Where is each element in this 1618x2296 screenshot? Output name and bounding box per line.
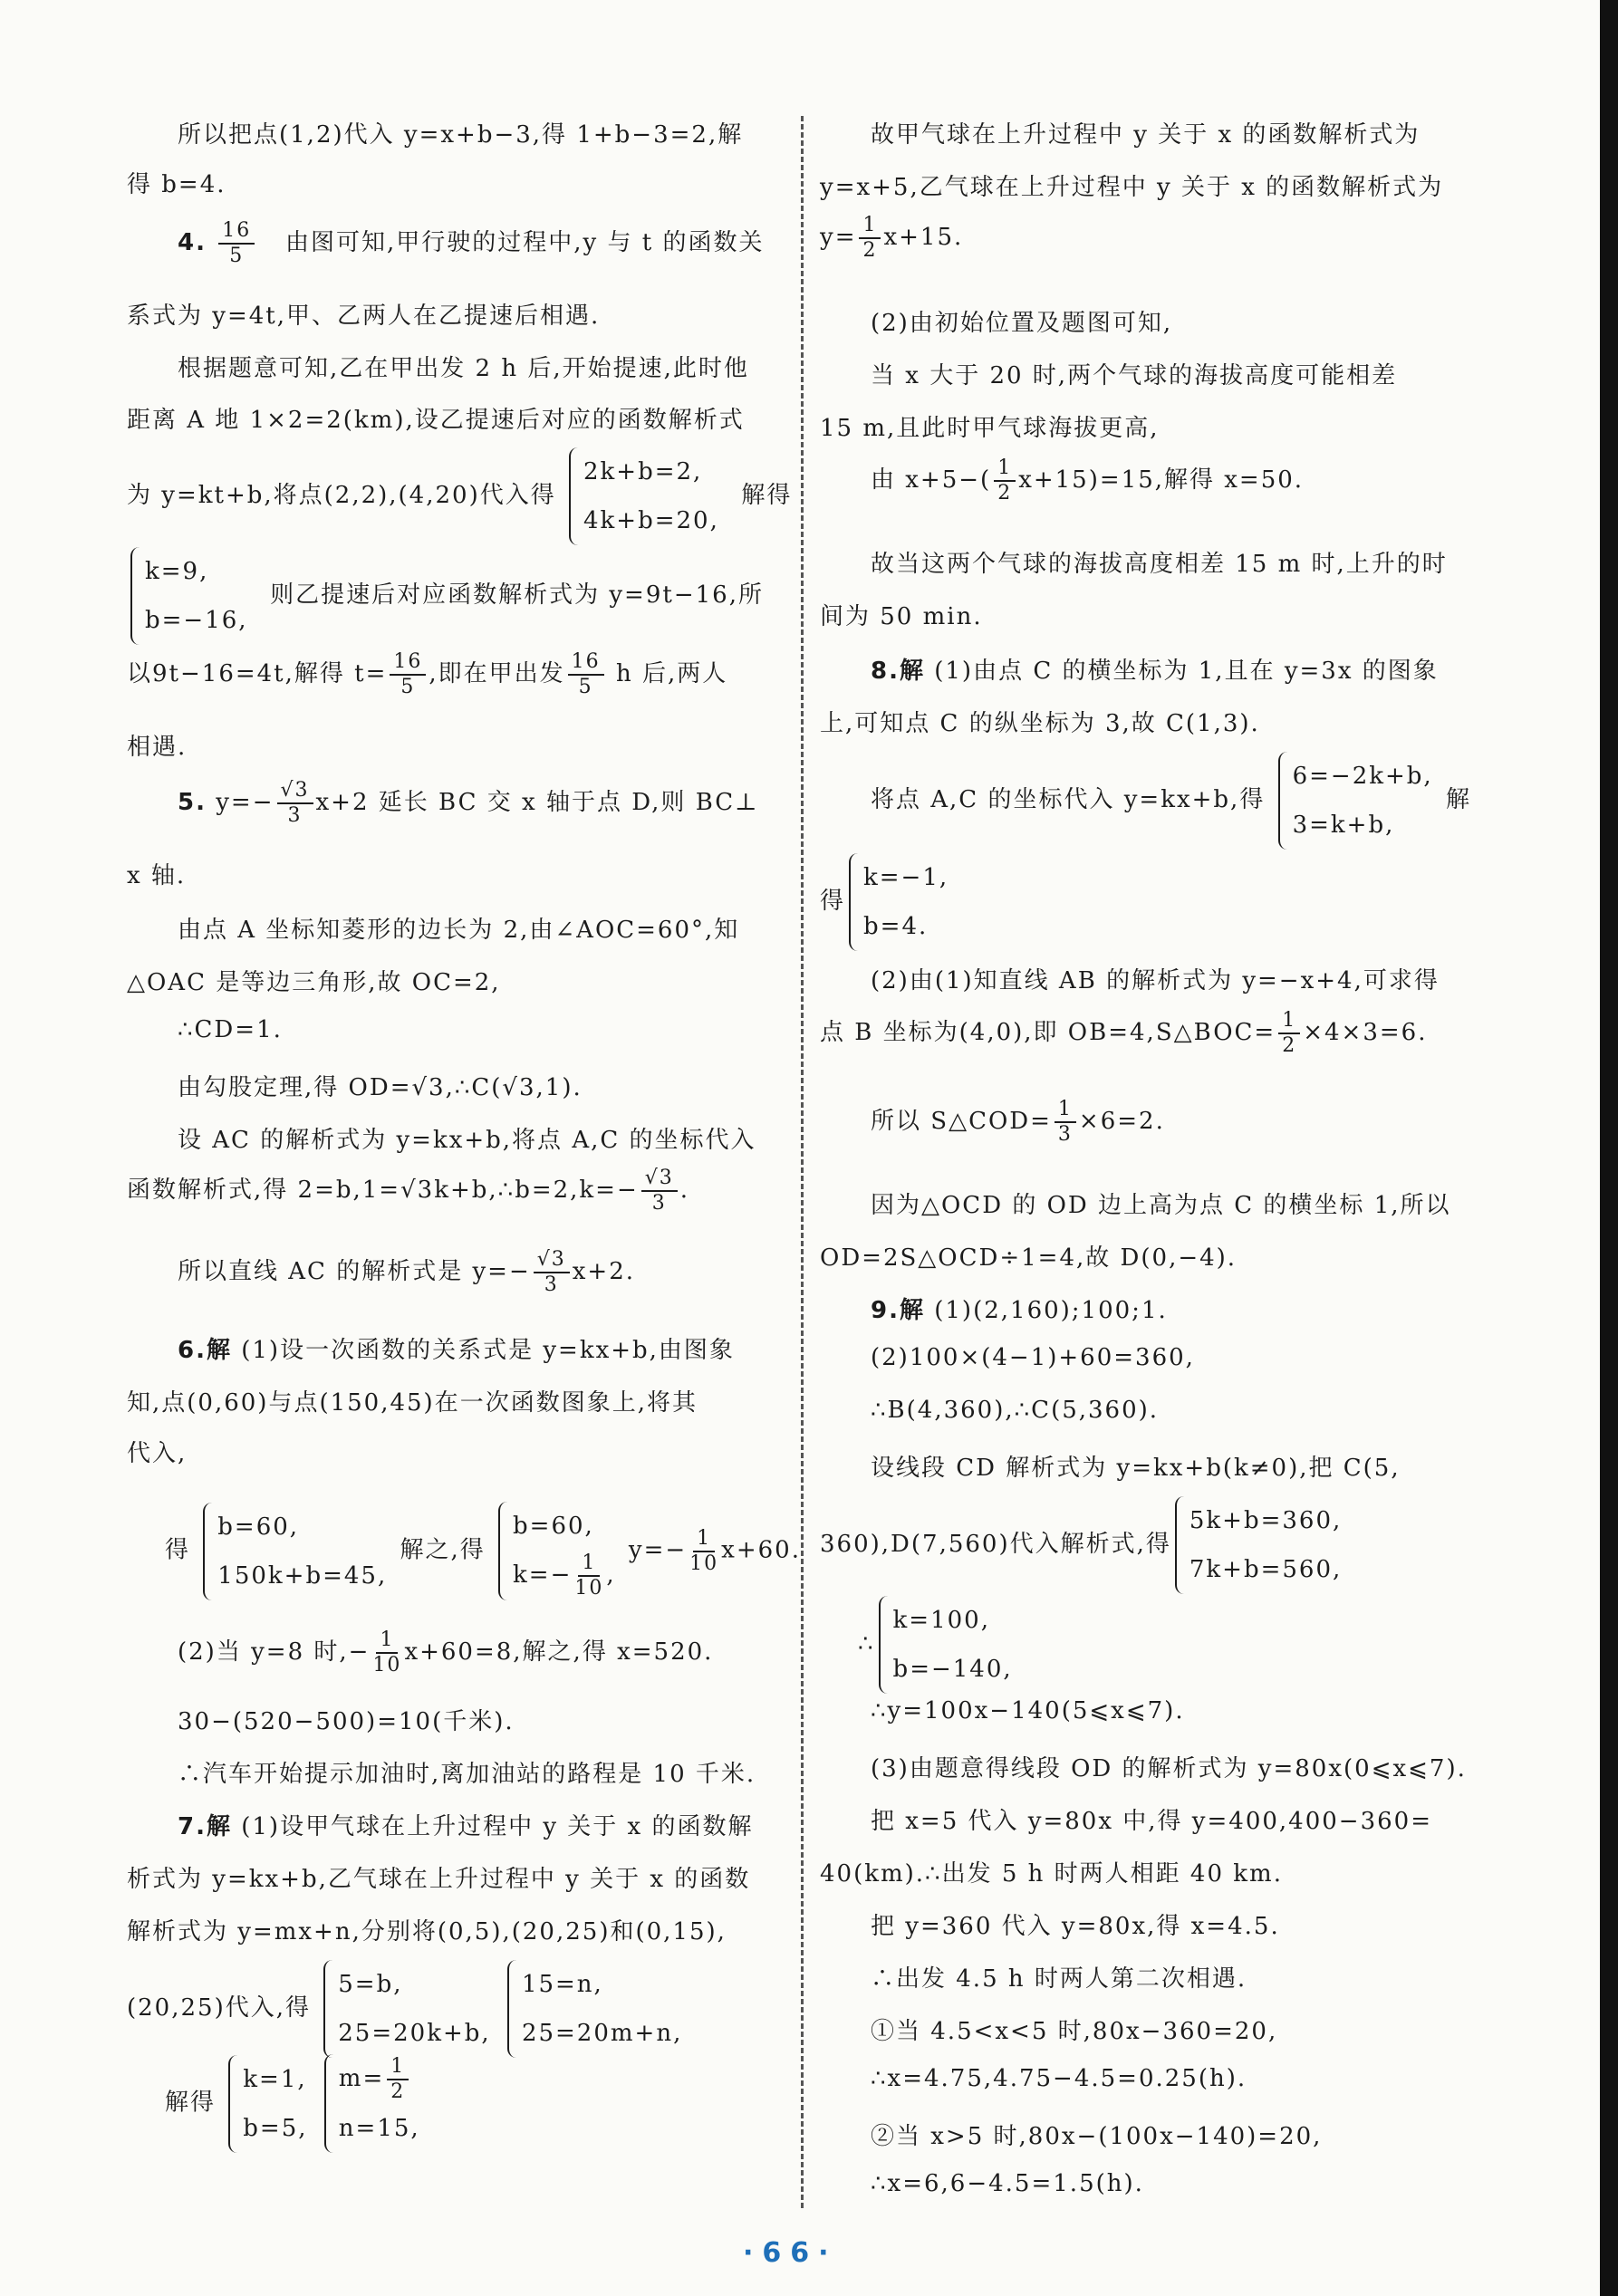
dot: ·	[743, 2237, 763, 2269]
text-line: 把 x=5 代入 y=80x 中,得 y=400,400−360=	[871, 1808, 1432, 1835]
solution-label: 解	[206, 1337, 232, 1364]
fraction	[641, 1167, 678, 1215]
equation-line	[820, 1098, 1486, 1147]
solution-label: 解	[899, 658, 925, 685]
text-line: (2)由初始位置及题图可知,	[871, 310, 1173, 337]
numerator: 16	[390, 650, 426, 676]
text-line: 系式为 y=4t,甲、乙两人在乙提速后相遇.	[127, 303, 601, 330]
numerator: 1	[376, 1628, 398, 1654]
text-line: ∴CD=1.	[178, 1016, 283, 1043]
text: 由 x+5−(	[871, 466, 992, 494]
equation: b=60,	[217, 1513, 300, 1541]
text: x+60=8,解之,得 x=520.	[404, 1638, 714, 1666]
fraction	[390, 650, 426, 699]
item-number: 8.	[871, 658, 900, 685]
text-line: 析式为 y=kx+b,乙气球在上升过程中 y 关于 x 的函数	[127, 1866, 751, 1893]
text-line: 由点 A 坐标知菱形的边长为 2,由∠AOC=60°,知	[178, 917, 740, 944]
text-line: 当 x 大于 20 时,两个气球的海拔高度可能相差	[871, 362, 1398, 389]
text: 将点 A,C 的坐标代入 y=kx+b,得	[871, 786, 1266, 813]
text: (1)由点 C 的横坐标为 1,且在 y=3x 的图象	[934, 658, 1439, 685]
fraction	[689, 1527, 718, 1576]
text: 解之,得	[400, 1536, 486, 1564]
text-line: (2)由(1)知直线 AB 的解析式为 y=−x+4,可求得	[871, 967, 1440, 994]
denominator: 3	[1057, 1123, 1073, 1146]
text: 为 y=kt+b,将点(2,2),(4,20)代入得	[127, 482, 556, 509]
equation-line	[820, 214, 1486, 263]
page-number-value: 66	[762, 2237, 819, 2269]
equation: k=1,	[243, 2065, 307, 2093]
brace	[879, 1596, 890, 1694]
text: y=−	[216, 789, 274, 816]
scan-edge	[1600, 0, 1618, 2296]
text: k=−	[513, 1561, 573, 1589]
column-divider	[801, 116, 804, 2208]
numerator: √3	[641, 1167, 678, 1192]
brace	[323, 1960, 334, 2058]
item-4	[127, 219, 797, 268]
denominator: 2	[1282, 1034, 1297, 1057]
brace	[498, 1502, 509, 1600]
equation: b=5,	[243, 2114, 308, 2142]
equation: k=9,	[145, 558, 209, 585]
item-number: 5.	[178, 789, 207, 816]
equation: 7k+b=560,	[1189, 1556, 1343, 1583]
text: x+2.	[572, 1258, 636, 1285]
equation-system	[879, 1596, 1013, 1694]
item-number: 4.	[178, 229, 207, 256]
text-line: 代入,	[127, 1440, 188, 1467]
text: 得	[165, 1536, 191, 1564]
fraction	[534, 1248, 570, 1297]
text-line: ∴B(4,360),∴C(5,360).	[871, 1397, 1160, 1424]
item-number: 9.	[871, 1297, 900, 1324]
text: ,即在甲出发	[429, 660, 565, 687]
text-line: 把 y=360 代入 y=80x,得 x=4.5.	[871, 1913, 1280, 1940]
equation-line	[127, 2054, 797, 2153]
fraction	[277, 779, 313, 828]
equation	[339, 2054, 420, 2104]
equation	[513, 1551, 616, 1600]
equation-system	[1278, 752, 1433, 850]
numerator: 1	[693, 1527, 715, 1552]
text-line: 距离 A 地 1×2=2(km),设乙提速后对应的函数解析式	[127, 407, 745, 434]
text: (1)(2,160);100;1.	[934, 1297, 1168, 1324]
text-line: 上,可知点 C 的纵坐标为 3,故 C(1,3).	[820, 710, 1260, 737]
text-line: 30−(520−500)=10(千米).	[178, 1708, 515, 1735]
fraction	[1278, 1009, 1300, 1058]
text-line: ∴x=4.75,4.75−4.5=0.25(h).	[871, 2065, 1247, 2092]
equation-line	[127, 1628, 797, 1677]
numerator: 1	[578, 1551, 600, 1577]
equation: 3=k+b,	[1292, 812, 1395, 839]
brace	[849, 853, 860, 951]
numerator: 16	[218, 219, 255, 245]
denominator: 3	[287, 804, 303, 827]
text: 360),D(7,560)代入解析式,得	[820, 1531, 1171, 1558]
equation: 5k+b=360,	[1189, 1507, 1343, 1534]
text-line: 由勾股定理,得 OD=√3,∴C(√3,1).	[178, 1074, 583, 1101]
fraction	[574, 1551, 603, 1600]
text: 由图可知,甲行驶的过程中,y 与 t 的函数关	[285, 229, 765, 256]
denominator: 2	[997, 482, 1013, 504]
text-line: 设线段 CD 解析式为 y=kx+b(k≠0),把 C(5,	[871, 1455, 1401, 1482]
text: h 后,两人	[615, 660, 728, 687]
brace	[203, 1503, 214, 1600]
text-line: x 轴.	[127, 862, 187, 889]
text: ×4×3=6.	[1303, 1019, 1428, 1046]
equation-system	[228, 2055, 307, 2153]
equation-system	[498, 1502, 616, 1600]
text-line: OD=2S△OCD÷1=4,故 D(0,−4).	[820, 1244, 1238, 1272]
numerator: 1	[994, 456, 1016, 482]
text-line: ∴出发 4.5 h 时两人第二次相遇.	[871, 1965, 1247, 1993]
page-number	[743, 2237, 838, 2269]
brace	[507, 1960, 518, 2058]
text-line: 根据题意可知,乙在甲出发 2 h 后,开始提速,此时他	[178, 355, 749, 382]
text: (1)设甲气球在上升过程中 y 关于 x 的函数解	[241, 1813, 754, 1840]
fraction	[994, 456, 1016, 505]
denominator: 2	[862, 239, 878, 262]
text-line: 解析式为 y=mx+n,分别将(0,5),(20,25)和(0,15),	[127, 1918, 727, 1945]
text: ×6=2.	[1078, 1108, 1165, 1135]
denominator: 10	[574, 1577, 604, 1600]
equation: 25=20m+n,	[521, 2020, 683, 2047]
item-number: 7.	[178, 1813, 207, 1840]
text: 解得	[165, 2089, 217, 2117]
text: 函数解析式,得 2=b,1=√3k+b,∴b=2,k=−	[127, 1177, 639, 1204]
text-line: ∴汽车开始提示加油时,离加油站的路程是 10 千米.	[178, 1761, 756, 1788]
denominator: 3	[651, 1192, 667, 1215]
text-line: ②当 x>5 时,80x−(100x−140)=20,	[871, 2123, 1323, 2150]
text-line: 知,点(0,60)与点(150,45)在一次函数图象上,将其	[127, 1389, 698, 1417]
item-9	[820, 1292, 1486, 1325]
equation-system	[324, 2054, 420, 2153]
fraction	[1055, 1098, 1076, 1147]
text-line: 因为△OCD 的 OD 边上高为点 C 的横坐标 1,所以	[871, 1192, 1451, 1219]
equation-line	[820, 1496, 1486, 1594]
item-6	[127, 1331, 797, 1365]
text-line: △OAC 是等边三角形,故 OC=2,	[127, 969, 501, 996]
text-line: 40(km).∴出发 5 h 时两人相距 40 km.	[820, 1860, 1283, 1888]
equation-system	[323, 1960, 490, 2058]
text-line: 故甲气球在上升过程中 y 关于 x 的函数解析式为	[871, 121, 1421, 149]
text: x+15.	[883, 224, 964, 251]
equation-system	[569, 447, 719, 545]
text-line: 间为 50 min.	[820, 603, 983, 630]
equation-system	[507, 1960, 682, 2058]
equation-line	[820, 752, 1486, 850]
numerator: 16	[568, 650, 604, 676]
equation: 150k+b=45,	[217, 1561, 388, 1590]
brace	[1175, 1496, 1186, 1594]
text-line: (3)由题意得线段 OD 的解析式为 y=80x(0⩽x⩽7).	[871, 1755, 1467, 1782]
fraction	[218, 219, 255, 268]
fraction	[387, 2055, 409, 2104]
numerator: 1	[387, 2055, 409, 2080]
item-8	[820, 652, 1486, 686]
equation: b=−16,	[145, 607, 248, 634]
equation: k=−1,	[863, 864, 949, 891]
text: m=	[338, 2065, 385, 2092]
text: y=	[820, 224, 857, 251]
denominator: 5	[229, 245, 245, 267]
text: ∴	[858, 1630, 875, 1657]
text-line: (2)100×(4−1)+60=360,	[871, 1344, 1195, 1371]
text: 所以 S△COD=	[871, 1108, 1052, 1135]
denominator: 5	[400, 676, 416, 698]
text: 点 B 坐标为(4,0),即 OB=4,S△BOC=	[820, 1019, 1276, 1046]
fraction	[859, 214, 881, 263]
numerator: 1	[859, 214, 881, 239]
item-7	[127, 1808, 797, 1841]
text: 得	[820, 888, 846, 915]
solution-label: 解	[206, 1813, 232, 1840]
denominator: 3	[544, 1273, 559, 1296]
equation: k=100,	[892, 1607, 990, 1634]
numerator: √3	[277, 779, 313, 804]
equation-line	[820, 1009, 1486, 1058]
equation-line	[127, 1167, 797, 1215]
equation: 25=20k+b,	[338, 2020, 491, 2047]
denominator: 2	[390, 2080, 406, 2103]
equation: 5=b,	[338, 1971, 403, 1998]
fraction	[568, 650, 604, 699]
text-line: 得 b=4.	[127, 171, 226, 198]
text: ,	[606, 1561, 616, 1589]
text: 以9t−16=4t,解得 t=	[127, 660, 388, 687]
text: 则乙提速后对应函数解析式为 y=9t−16,所	[270, 581, 764, 609]
brace	[228, 2055, 239, 2153]
text: x+15)=15,解得 x=50.	[1018, 466, 1305, 494]
text-line: 故当这两个气球的海拔高度相差 15 m 时,上升的时	[871, 551, 1448, 578]
text: (20,25)代入,得	[127, 1994, 311, 2022]
denominator: 10	[372, 1654, 402, 1676]
text-line: y=x+5,乙气球在上升过程中 y 关于 x 的函数解析式为	[820, 174, 1444, 201]
text: y=−	[628, 1536, 688, 1564]
equation: 15=n,	[521, 1971, 603, 1998]
equation-line	[820, 853, 1486, 951]
fraction	[372, 1628, 401, 1677]
item-number: 6.	[178, 1337, 207, 1364]
text-line: 相遇.	[127, 734, 188, 761]
equation-system	[849, 853, 949, 951]
text: (1)设一次函数的关系式是 y=kx+b,由图象	[241, 1337, 735, 1364]
equation: 4k+b=20,	[583, 507, 719, 534]
equation-system	[1175, 1496, 1342, 1594]
text: x+60.	[721, 1536, 801, 1564]
solution-label: 解	[899, 1297, 925, 1324]
text-line: ∴y=100x−140(5⩽x⩽7).	[871, 1697, 1185, 1724]
equation-line	[820, 1596, 1486, 1694]
text-line: 15 m,且此时甲气球海拔更高,	[820, 415, 1160, 442]
equation-line	[127, 1502, 801, 1600]
equation-line	[820, 456, 1486, 505]
text: 所以直线 AC 的解析式是 y=−	[178, 1258, 531, 1285]
text: .	[679, 1177, 690, 1204]
text-line: ①当 4.5<x<5 时,80x−360=20,	[871, 2018, 1278, 2045]
equation-line	[127, 1248, 797, 1297]
dot: ·	[818, 2237, 838, 2269]
text: 解得	[741, 482, 793, 509]
text-line: 所以把点(1,2)代入 y=x+b−3,得 1+b−3=2,解	[178, 121, 744, 149]
equation: b=4.	[863, 913, 929, 940]
equation-line	[127, 547, 797, 645]
denominator: 10	[689, 1551, 719, 1575]
text: (2)当 y=8 时,−	[178, 1638, 371, 1666]
numerator: 1	[1055, 1098, 1076, 1123]
item-5	[127, 779, 797, 828]
text-line: ∴x=6,6−4.5=1.5(h).	[871, 2170, 1144, 2197]
brace	[130, 547, 141, 645]
equation-line	[127, 447, 797, 545]
numerator: 1	[1278, 1009, 1300, 1034]
equation-line	[127, 650, 797, 699]
equation-system	[130, 547, 248, 645]
text-line: 设 AC 的解析式为 y=kx+b,将点 A,C 的坐标代入	[178, 1127, 756, 1154]
text: x+2 延长 BC 交 x 轴于点 D,则 BC⊥	[315, 789, 759, 816]
numerator: √3	[534, 1248, 570, 1273]
equation-system	[203, 1503, 387, 1600]
equation: b=−140,	[892, 1656, 1013, 1683]
brace	[324, 2054, 335, 2153]
brace	[569, 447, 580, 545]
equation: n=15,	[338, 2115, 420, 2142]
text: 解	[1445, 786, 1471, 813]
equation-line	[127, 1960, 797, 2058]
denominator: 5	[578, 676, 593, 698]
equation: 2k+b=2,	[583, 458, 703, 485]
brace	[1278, 752, 1289, 850]
equation: b=60,	[513, 1513, 594, 1540]
equation: 6=−2k+b,	[1292, 763, 1433, 790]
